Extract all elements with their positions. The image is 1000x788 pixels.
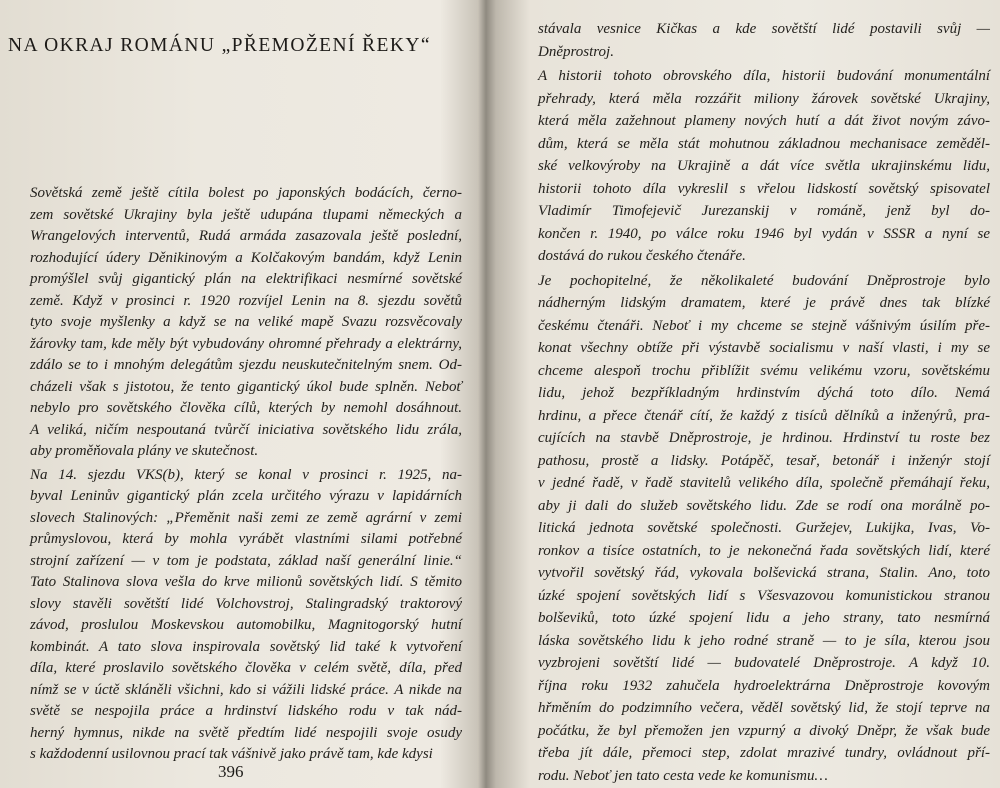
text-line: slovy stavěli sovětští lidé Volchovstroj, Stalingradský traktorový [30,595,462,612]
text-line: aby ji dali do služeb sovětského lidu. Zde se rodí ona morálně po- [538,497,990,514]
text-line: českému čtenáři. Neboť i my chceme se stejně vášnivým úsilím pře- [538,317,990,334]
text-line: bolševiků, toto úzké spojení lidu a jeho strany, tato nesmírná [538,610,990,626]
text-line: láska sovětského lidu k jeho rodné straně — to je síla, kterou jsou [538,632,990,649]
text-line: vytvořil sovětský řád, vykovala bolševická strana, Stalin. Ano, toto [538,565,990,581]
text-line: hrdinu, a přece čtenář cítí, že každý z tisíců dělníků a inženýrů, pra- [538,407,990,424]
text-line: Tato Stalinova slova vešla do krve milionů sovětských lidí. S těmito [30,574,462,590]
text-line: strojní zařízení — v tom je podstata, základ naší generální linie.“ [30,552,462,569]
text-line: rozhodující údery Děnikinovým a Kolčakovým bandám, když Lenin [30,249,462,266]
text-line: závod, proslulou Moskevskou automobilku, Magnitogorský hutní [30,617,462,633]
text-line: která měla zažehnout plameny nových hutí a dát život novým závo- [538,113,990,129]
text-line: října roku 1932 zahučela hydroelektrárna Dněprostroje kovovým [538,677,990,694]
text-line: nádherným lidským dramatem, které je právě dnes tak blízké [538,295,990,311]
left-text-column [30,183,462,766]
text-line: historii tohoto díla vykreslil s vřelou lidskostí sovětský spisovatel [538,180,990,197]
right-paragraph-2 [538,65,990,268]
text-line: byval Leninův gigantický plán zcela určitého výrazu v lapidárních [30,488,462,504]
text-line: končen r. 1940, po válce roku 1946 byl vydán v SSSR a nyní se [538,225,990,242]
text-line: aby proměňovala plány ve skutečnost. [30,443,259,459]
text-line: litická jednota sovětské společnosti. Guržejev, Lukijka, Ivas, Vo- [538,520,990,536]
text-line: Sovětská země ještě cítila bolest po japonských bodácích, černo- [30,185,462,201]
text-line: kombinát. A tato slova inspirovala sovětský lid také k vytvoření [30,638,462,655]
text-line: tyto svoje myšlenky a když se na veliké mapě Svazu rozsvěcovaly [30,314,462,330]
text-line: zdálo se to i mnohým delegátům sjezdu neuskutečnitelným snem. Od- [30,357,462,373]
text-line: promýšlel svůj gigantický plán na elektrifikaci nesmírné sovětské [30,271,462,287]
right-paragraph-1 [538,18,990,63]
text-line: úzké spojení sovětských lidí s Všesvazovou komunistickou stranou [538,587,990,604]
text-line: světě se nespojila práce a hrdinství lidského rodu v tak nád- [30,703,462,719]
text-line: Na 14. sjezdu VKS(b), který se konal v prosinci r. 1925, na- [30,466,462,483]
text-line: A veliká, ničím nespoutaná tvůrčí iniciativa sovětského lidu zrála, [30,421,462,438]
text-line: v jedné řadě, v řadě stavitelů velikého díla, společně přemáhají řeku, [538,475,990,491]
text-line: Dněprostroj. [538,43,614,60]
right-text-column [538,18,990,787]
text-line: lidu, jehož bezpříkladným hrdinstvím dýchá toto dílo. Nemá [538,385,990,401]
text-line: Vladimír Timofejevič Jurezanskij v románě, jenž byl do- [538,203,990,219]
text-line: nímž se v úctě skláněli všichni, kdo si vážili lidské práce. A nikde na [30,681,462,698]
chapter-title: NA OKRAJ ROMÁNU „PŘEMOŽENÍ ŘEKY“ [8,35,431,56]
text-line: přehrady, která měla rozzářit miliony žárovek sovětské Ukrajiny, [538,90,990,107]
text-line: průmyslovou, která by mohla vyrábět vlastními silami potřebné [30,531,462,547]
text-line: ronkov a tisíce ostatních, to je nekonečná řada sovětských lidí, které [538,542,990,559]
text-line: počátku, že byl přemožen jen vzpurný a divoký Dněpr, že však bude [538,722,990,739]
text-line: slovech Stalinových: „Přeměnit naši zemi ze země agrární v zemi [30,509,462,526]
text-line: žárovky tam, kde měly být vybudovány ohromné přehrady a elektrárny, [30,335,462,352]
text-line: cujících na stavbě Dněprostroje, je hrdinou. Hrdinství tu roste bez [538,430,990,446]
text-line: pathosu, prostě a lidsky. Potápěč, tesař, betonář i inženýr stojí [538,452,990,469]
page-number: 396 [218,762,244,781]
text-line: konat všechny obtíže při výstavbě socialismu v naší vlasti, i my se [538,340,990,356]
text-line: Je pochopitelné, že několikaleté budování Dněprostroje bylo [538,272,990,289]
text-line: s každodenní usilovnou prací tak vášnivě jako právě tam, kde kdysi [30,746,433,762]
text-line: vyzbrojeni sovětští lidé — budovatelé Dněprostroje. A když 10. [538,655,990,671]
text-line: třeba jít dále, přemoci step, zdolat mrazivé tundry, ovládnout pří- [538,745,990,761]
text-line: ské velkovýroby na Ukrajině a dát více světla ukrajinskému lidu, [538,158,990,174]
text-line: Wrangelových interventů, Rudá armáda zasazovala ještě poslední, [30,228,462,244]
text-line: chceme alespoň trochu přiblížit svému velikému vzoru, sovětskému [538,362,990,379]
text-line: dostává do rukou českého čtenáře. [538,248,746,264]
right-paragraph-3 [538,270,990,788]
text-line: nebylo pro sovětského člověka cílů, kterých by nemohl dosáhnout. [30,400,462,416]
text-line: dům, která se měla stát mohutnou základnou mechanisace zeměděl- [538,135,990,152]
text-line: rodu. Neboť jen tato cesta vede ke komunismu… [538,767,828,784]
left-paragraph-2 [30,465,462,766]
text-line: cházeli však s jistotou, že tento gigantický úkol bude splněn. Neboť [30,378,462,395]
text-line: zem sovětské Ukrajiny byla ještě udupána tlupami německých a [30,206,462,223]
text-line: herný hymnus, nikde na světě předtím lidé nespojili svoje osudy [30,724,462,741]
text-line: země. Když v prosinci r. 1920 rozvíjel Lenin na 8. sjezdu sovětů [30,292,462,309]
text-line: hřměním do podzimního večera, věděl sovětský lid, že stojí teprve na [538,700,990,716]
right-page [494,0,1000,788]
left-page [0,0,478,788]
text-line: díla, které proslavilo sovětského člověka v celém světě, díla, před [30,660,462,676]
text-line: A historii tohoto obrovského díla, historii budování monumentální [538,68,990,84]
left-paragraph-1 [30,183,462,463]
text-line: stávala vesnice Kičkas a kde sovětští lidé postavili svůj — [538,21,990,37]
